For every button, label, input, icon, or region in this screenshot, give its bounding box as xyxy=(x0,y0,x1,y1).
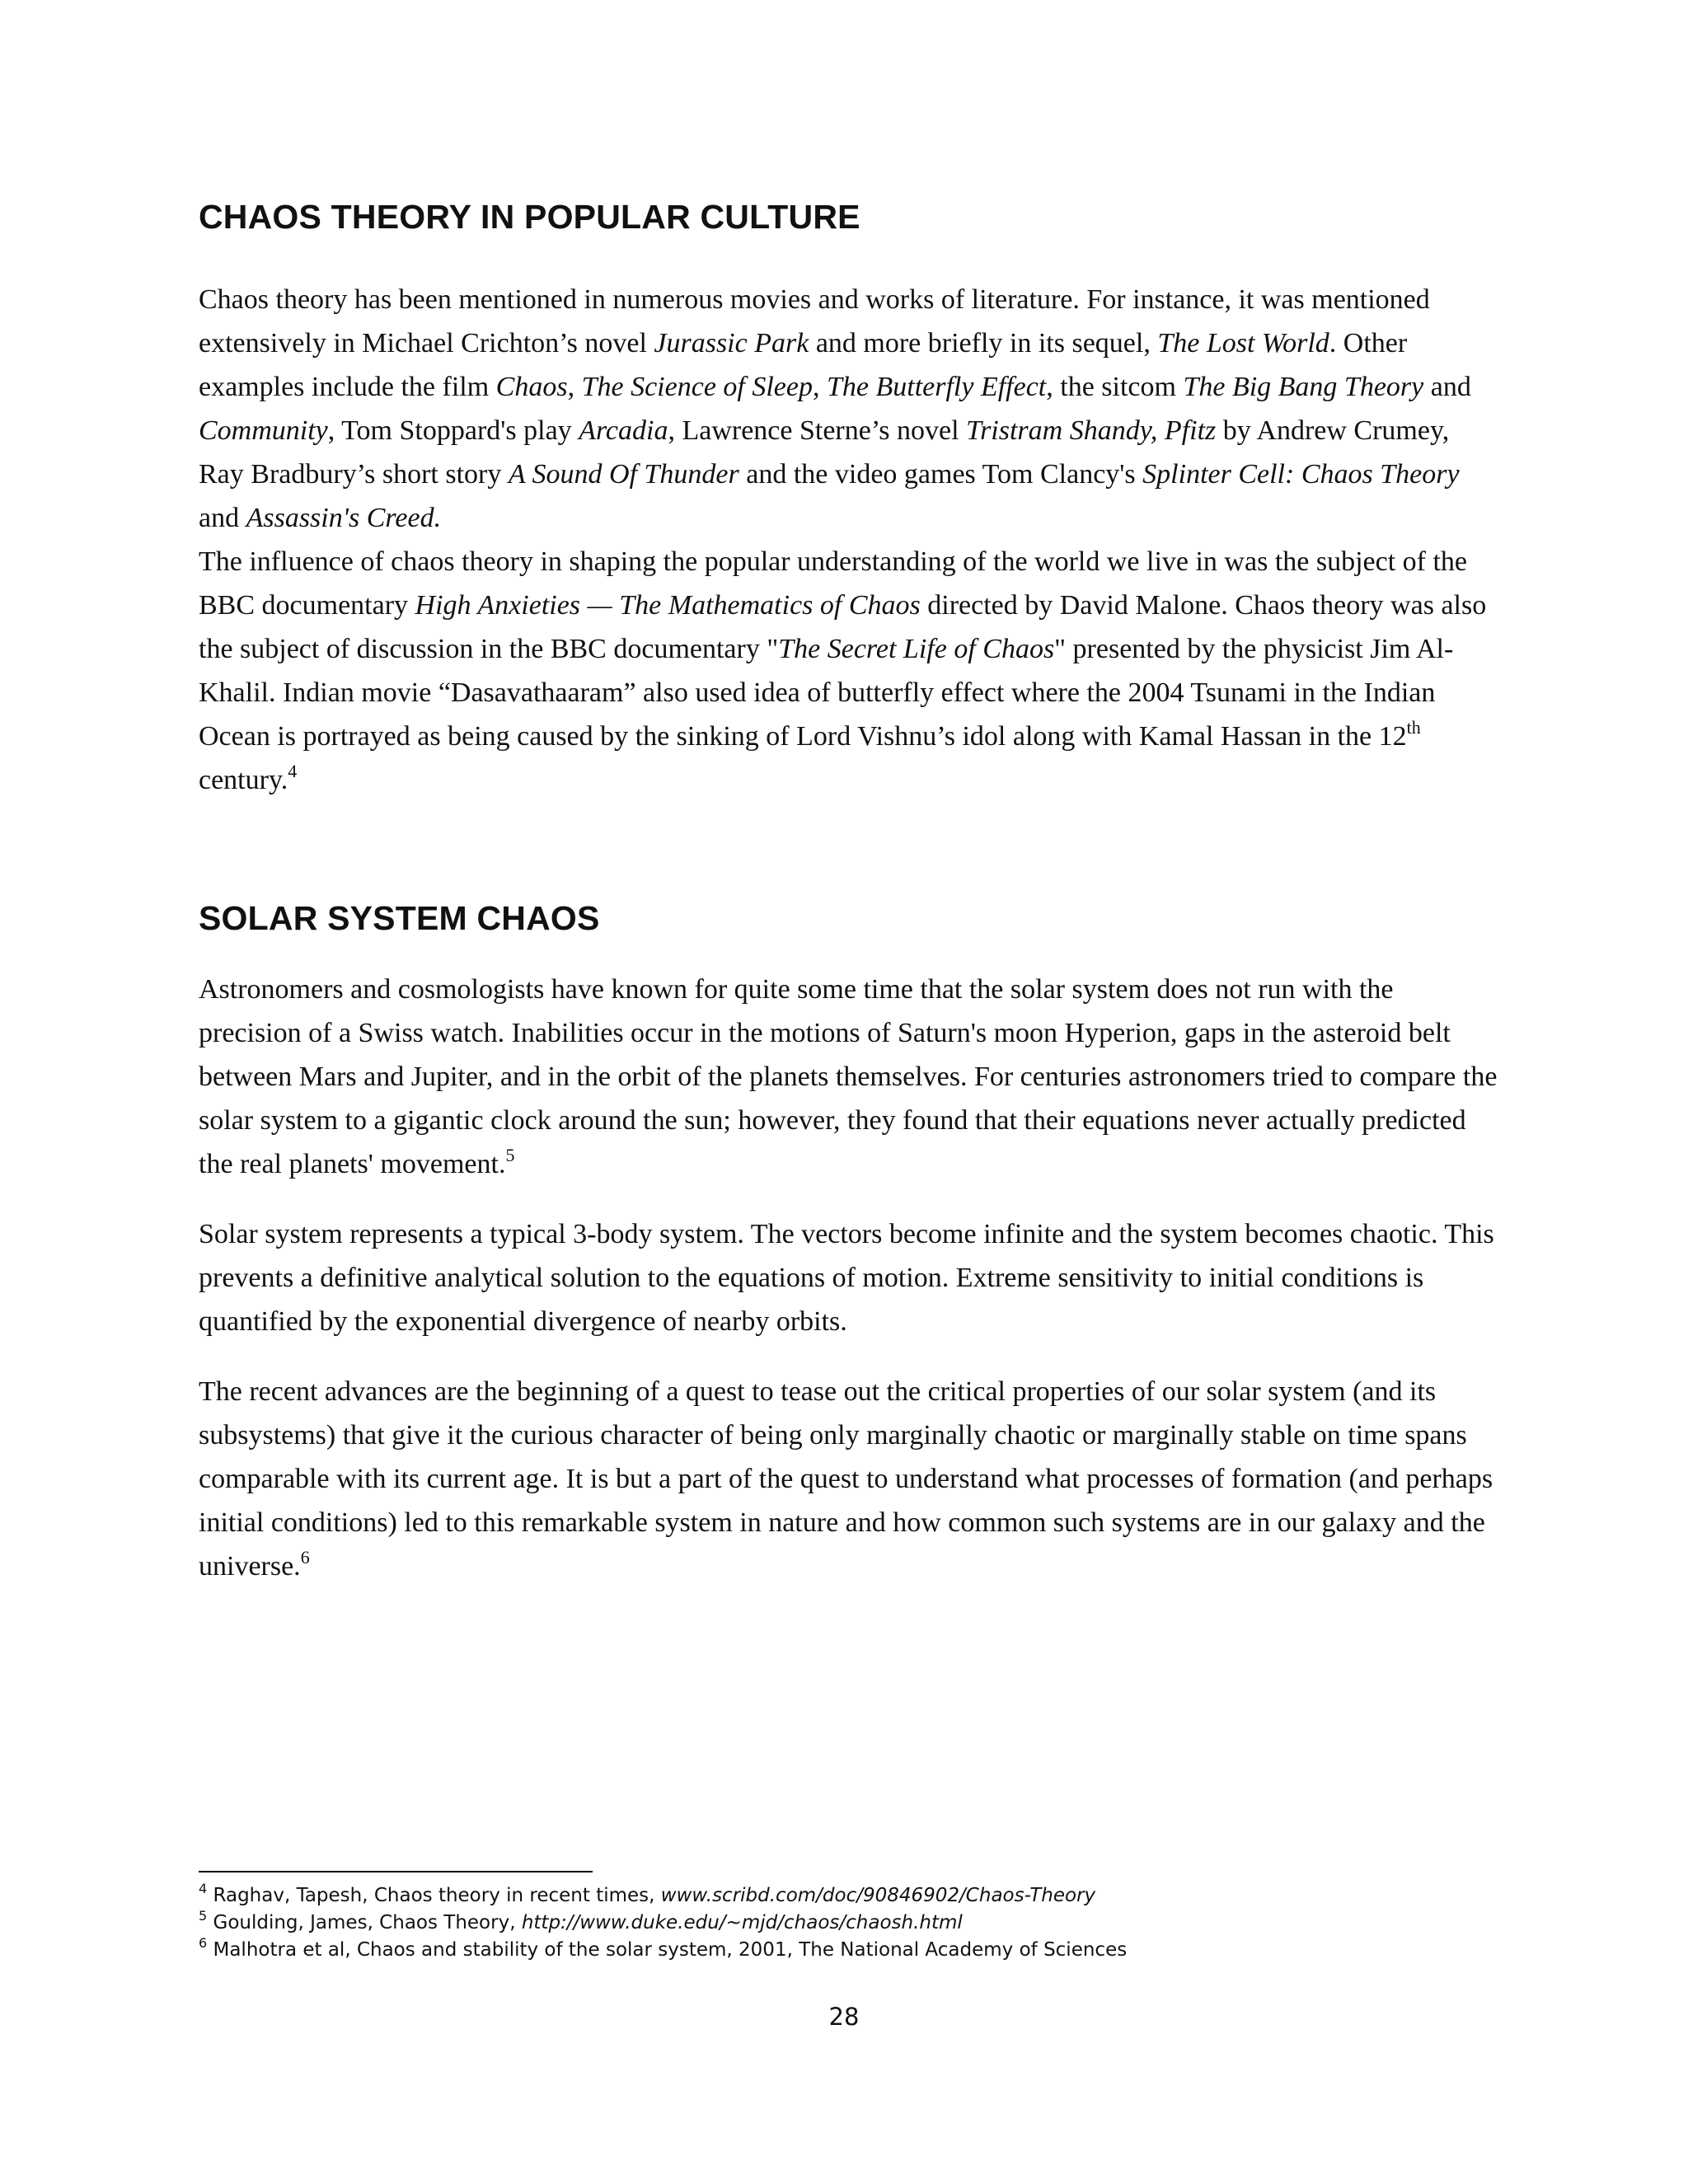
footnote-5 xyxy=(199,1910,1501,1937)
text-run: , xyxy=(567,372,582,402)
text-run: , the sitcom xyxy=(1046,372,1184,402)
italic-text: Arcadia xyxy=(579,415,668,446)
text-run: , Tom Stoppard's play xyxy=(327,415,579,446)
superscript: 6 xyxy=(199,1935,208,1951)
italic-text: http://www.duke.edu/~mjd/chaos/chaosh.html xyxy=(521,1912,963,1933)
italic-text: Tristram Shandy, Pfitz xyxy=(966,415,1217,446)
italic-text: The Butterfly Effect xyxy=(826,372,1047,402)
paragraph-solar-system-2 xyxy=(199,1212,1501,1343)
paragraph-popular-culture-1 xyxy=(199,278,1501,540)
italic-text: High Anxieties — The Mathematics of Chaos xyxy=(415,590,921,621)
paragraph-solar-system-1 xyxy=(199,968,1501,1186)
paragraph-solar-system-3 xyxy=(199,1370,1501,1588)
text-run: The recent advances are the beginning of a quest to tease out the critical properties of our solar system (and its subsystems) that give it the curious character of being only marginally chaotic or marginally stable on time spans comparable with its current age. It is but a part of the quest to understand what processes of formation (and perhaps initial conditions) led to this remarkable system in nature and how common such systems are in our galaxy and the universe. xyxy=(199,1376,1493,1582)
text-run: Malhotra et al, Chaos and stability of the solar system, 2001, The National Academy of Sciences xyxy=(207,1939,1128,1961)
italic-text: The Secret Life of Chaos xyxy=(778,634,1055,664)
section-heading-popular-culture: CHAOS THEORY IN POPULAR CULTURE xyxy=(199,198,860,236)
footnotes xyxy=(199,1882,1501,1964)
text-run: by Andrew Crumey, Ray Bradbury’s short story xyxy=(199,415,1450,490)
superscript: 6 xyxy=(300,1547,310,1568)
superscript: th xyxy=(1406,717,1421,738)
italic-text: A Sound Of Thunder xyxy=(508,459,739,490)
italic-text: The Science of Sleep xyxy=(581,372,813,402)
superscript: 5 xyxy=(199,1908,208,1924)
text-run: , Lawrence Sterne’s novel xyxy=(668,415,967,446)
section-heading-solar-system: SOLAR SYSTEM CHAOS xyxy=(199,899,600,937)
text-run: " presented by the physicist Jim Al-Khalil. Indian movie “Dasavathaaram” also used idea of butterfly effect where the 2004 Tsunami in the Indian Ocean is portrayed as being caused by the sinking of Lord Vishnu’s idol along with Kamal Hassan in the 12 xyxy=(199,634,1454,752)
footnote-6 xyxy=(199,1937,1501,1964)
text-run: The influence of chaos theory in shaping the popular understanding of the world we live in was the subject of the BBC documentary xyxy=(199,546,1468,621)
text-run: Solar system represents a typical 3-body system. The vectors become infinite and the system becomes chaotic. This prevents a definitive analytical solution to the equations of motion. Extreme sensitivity to initial conditions is quantified by the exponential divergence of nearby orbits. xyxy=(199,1219,1494,1337)
superscript: 5 xyxy=(505,1145,515,1165)
text-run: directed by David Malone. Chaos theory was also the subject of discussion in the BBC documentary " xyxy=(199,590,1487,664)
text-run: Raghav, Tapesh, Chaos theory in recent times, xyxy=(207,1885,661,1906)
text-run: . Other examples include the film xyxy=(199,328,1408,402)
page-content xyxy=(199,188,1501,1588)
superscript: 4 xyxy=(199,1881,208,1896)
italic-text: www.scribd.com/doc/90846902/Chaos-Theory xyxy=(660,1885,1096,1906)
text-run: and more briefly in its sequel, xyxy=(809,328,1158,359)
page-number: 28 xyxy=(828,2003,860,2031)
footnote-divider xyxy=(199,1871,593,1872)
italic-text: The Big Bang Theory xyxy=(1183,372,1424,402)
text-run: and xyxy=(1423,372,1471,402)
text-run: Chaos theory has been mentioned in numerous movies and works of literature. For instance, it was mentioned extensively in Michael Crichton’s novel xyxy=(199,284,1430,359)
italic-text: Assassin's Creed. xyxy=(246,503,442,533)
text-run: and xyxy=(199,503,246,533)
italic-text: Chaos xyxy=(495,372,568,402)
italic-text: Community xyxy=(199,415,328,446)
text-run: century. xyxy=(199,765,288,795)
paragraph-popular-culture-2 xyxy=(199,540,1501,802)
superscript: 4 xyxy=(288,761,298,781)
italic-text: Jurassic Park xyxy=(654,328,809,359)
footnote-4 xyxy=(199,1882,1501,1910)
text-run: and the video games Tom Clancy's xyxy=(738,459,1143,490)
italic-text: Splinter Cell: Chaos Theory xyxy=(1142,459,1460,490)
italic-text: The Lost World xyxy=(1157,328,1329,359)
text-run: Goulding, James, Chaos Theory, xyxy=(207,1912,522,1933)
text-run: , xyxy=(812,372,827,402)
text-run: Astronomers and cosmologists have known for quite some time that the solar system does not run with the precision of a Swiss watch. Inabilities occur in the motions of Saturn's moon Hyperion, gaps in the asteroid belt between Mars and Jupiter, and in the orbit of the planets themselves. For centuries astronomers tried to compare the solar system to a gigantic clock around the sun; however, they found that their equations never actually predicted the real planets' movement. xyxy=(199,974,1498,1179)
